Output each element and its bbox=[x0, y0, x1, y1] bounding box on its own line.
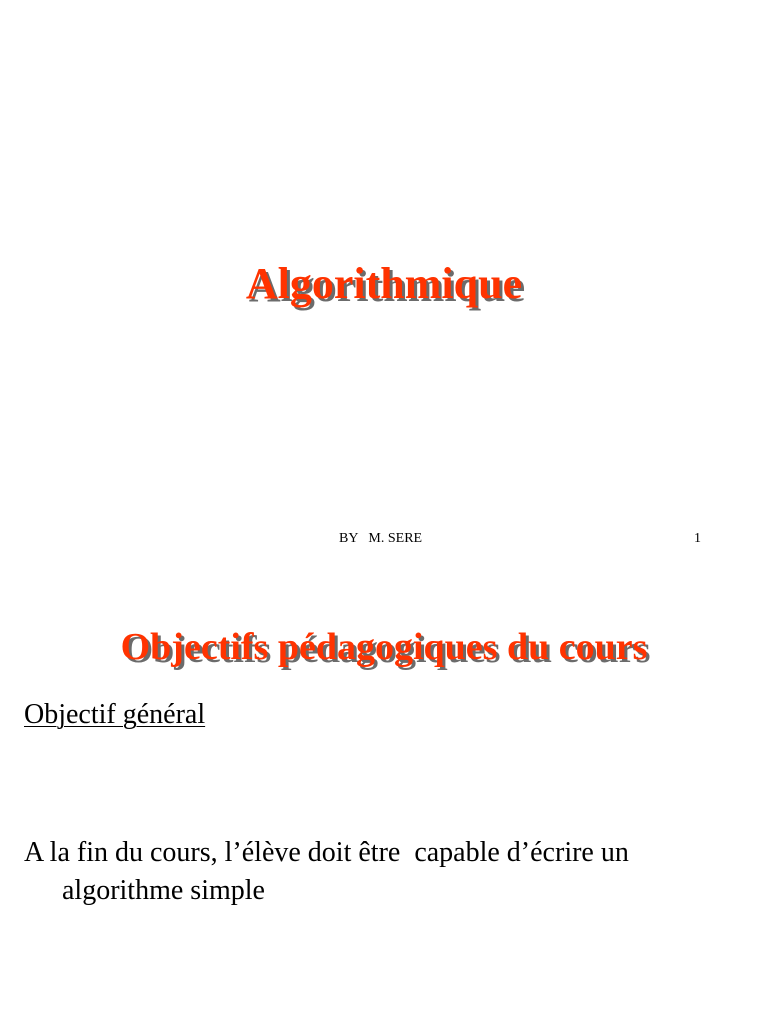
slide-1-title: Algorithmique bbox=[245, 259, 523, 308]
objective-subheading: Objectif général bbox=[24, 699, 206, 730]
slide-2 bbox=[0, 560, 768, 1024]
page-number: 1 bbox=[694, 531, 701, 546]
footer-author: BY M. SERE bbox=[339, 531, 423, 546]
objective-body: A la fin du cours, l’élève doit être capable d’écrire un algorithme simple bbox=[24, 837, 636, 906]
slide-2-title: Objectifs pédagogiques du cours bbox=[120, 626, 648, 668]
